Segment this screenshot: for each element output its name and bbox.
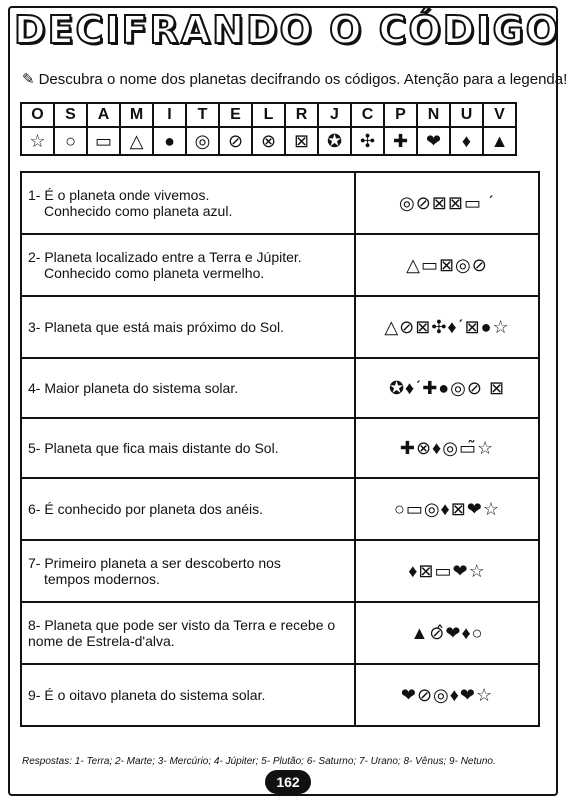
- question-code: ❤⊘◎♦❤☆: [355, 664, 539, 726]
- question-text: [21, 478, 355, 540]
- instruction: [22, 70, 567, 88]
- question-code: ✚⊗♦◎▭̃☆: [355, 418, 539, 478]
- question-row: [21, 172, 539, 234]
- legend-symbol: ⊘: [219, 127, 252, 155]
- question-row: [21, 664, 539, 726]
- questions-table: [20, 171, 540, 727]
- legend-symbol: ⊗: [252, 127, 285, 155]
- question-row: [21, 602, 539, 664]
- legend-symbol: ▭: [87, 127, 120, 155]
- legend-symbol: △: [120, 127, 153, 155]
- question-line: 4- Maior planeta do sistema solar.: [28, 380, 239, 396]
- instruction-text: Descubra o nome dos planetas decifrando os códigos. Atenção para a legenda!: [38, 71, 568, 88]
- legend-letter: V: [483, 103, 516, 127]
- pencil-icon: ✎: [22, 71, 35, 88]
- legend-table: [20, 102, 517, 156]
- question-text: [21, 296, 355, 358]
- question-text: [21, 234, 355, 296]
- legend-symbol: ○: [54, 127, 87, 155]
- question-line: Conhecido como planeta azul.: [44, 203, 233, 219]
- legend-symbol: ♦: [450, 127, 483, 155]
- legend-letter: L: [252, 103, 285, 127]
- question-line: 1- É o planeta onde vivemos.: [28, 187, 210, 203]
- legend-letter: A: [87, 103, 120, 127]
- question-line: 5- Planeta que fica mais distante do Sol.: [28, 440, 279, 456]
- question-row: [21, 296, 539, 358]
- legend-letter: I: [153, 103, 186, 127]
- legend-symbol: ☆: [21, 127, 54, 155]
- legend-letter: N: [417, 103, 450, 127]
- legend-symbol: ⊠: [285, 127, 318, 155]
- legend-symbol: ❤: [417, 127, 450, 155]
- question-code: ◎⊘⊠⊠▭ ˊ: [355, 172, 539, 234]
- question-row: [21, 358, 539, 418]
- legend-letter: O: [21, 103, 54, 127]
- legend-letter: U: [450, 103, 483, 127]
- question-code: ▲⊘̂❤♦○: [355, 602, 539, 664]
- legend-letter: E: [219, 103, 252, 127]
- question-text: [21, 664, 355, 726]
- question-text: [21, 172, 355, 234]
- legend-letter: R: [285, 103, 318, 127]
- question-row: [21, 234, 539, 296]
- question-code: ♦⊠▭❤☆: [355, 540, 539, 602]
- legend-symbol: ●: [153, 127, 186, 155]
- question-row: [21, 418, 539, 478]
- question-line: 8- Planeta que pode ser visto da Terra e recebe o: [28, 617, 336, 633]
- question-line: tempos modernos.: [44, 571, 160, 587]
- question-line: 9- É o oitavo planeta do sistema solar.: [28, 687, 266, 703]
- question-line: 6- É conhecido por planeta dos anéis.: [28, 501, 264, 517]
- answers-footnote: Respostas: 1- Terra; 2- Marte; 3- Mercúrio; 4- Júpiter; 5- Plutão; 6- Saturno; 7- Urano; 8- Vênus; 9- Netuno.: [22, 756, 496, 767]
- question-row: [21, 540, 539, 602]
- legend-symbol: ◎: [186, 127, 219, 155]
- legend-letter: S: [54, 103, 87, 127]
- question-code: △⊘⊠✣♦ˊ⊠●☆: [355, 296, 539, 358]
- question-code: △▭⊠◎⊘: [355, 234, 539, 296]
- legend-symbol: ✪: [318, 127, 351, 155]
- legend-symbol: ▲: [483, 127, 516, 155]
- question-line: 7- Primeiro planeta a ser descoberto nos: [28, 555, 281, 571]
- page-number: 162: [265, 770, 311, 794]
- question-code: ○▭◎♦⊠❤☆: [355, 478, 539, 540]
- legend-symbol: ✣: [351, 127, 384, 155]
- legend-symbol: ✚: [384, 127, 417, 155]
- legend-letter: M: [120, 103, 153, 127]
- question-line: 2- Planeta localizado entre a Terra e Júpiter.: [28, 249, 302, 265]
- question-line: Conhecido como planeta vermelho.: [44, 265, 265, 281]
- legend-letters-row: [21, 103, 516, 127]
- question-code: ✪♦ˊ✚●◎⊘ ⊠: [355, 358, 539, 418]
- legend-symbols-row: [21, 127, 516, 155]
- page-title: DECIFRANDO O CÓDIGO: [14, 8, 560, 52]
- legend-letter: C: [351, 103, 384, 127]
- question-text: [21, 418, 355, 478]
- question-row: [21, 478, 539, 540]
- question-text: [21, 602, 355, 664]
- question-text: [21, 358, 355, 418]
- legend-letter: J: [318, 103, 351, 127]
- legend-letter: P: [384, 103, 417, 127]
- question-line: nome de Estrela-d'alva.: [28, 633, 175, 649]
- question-text: [21, 540, 355, 602]
- question-line: 3- Planeta que está mais próximo do Sol.: [28, 319, 285, 335]
- legend-letter: T: [186, 103, 219, 127]
